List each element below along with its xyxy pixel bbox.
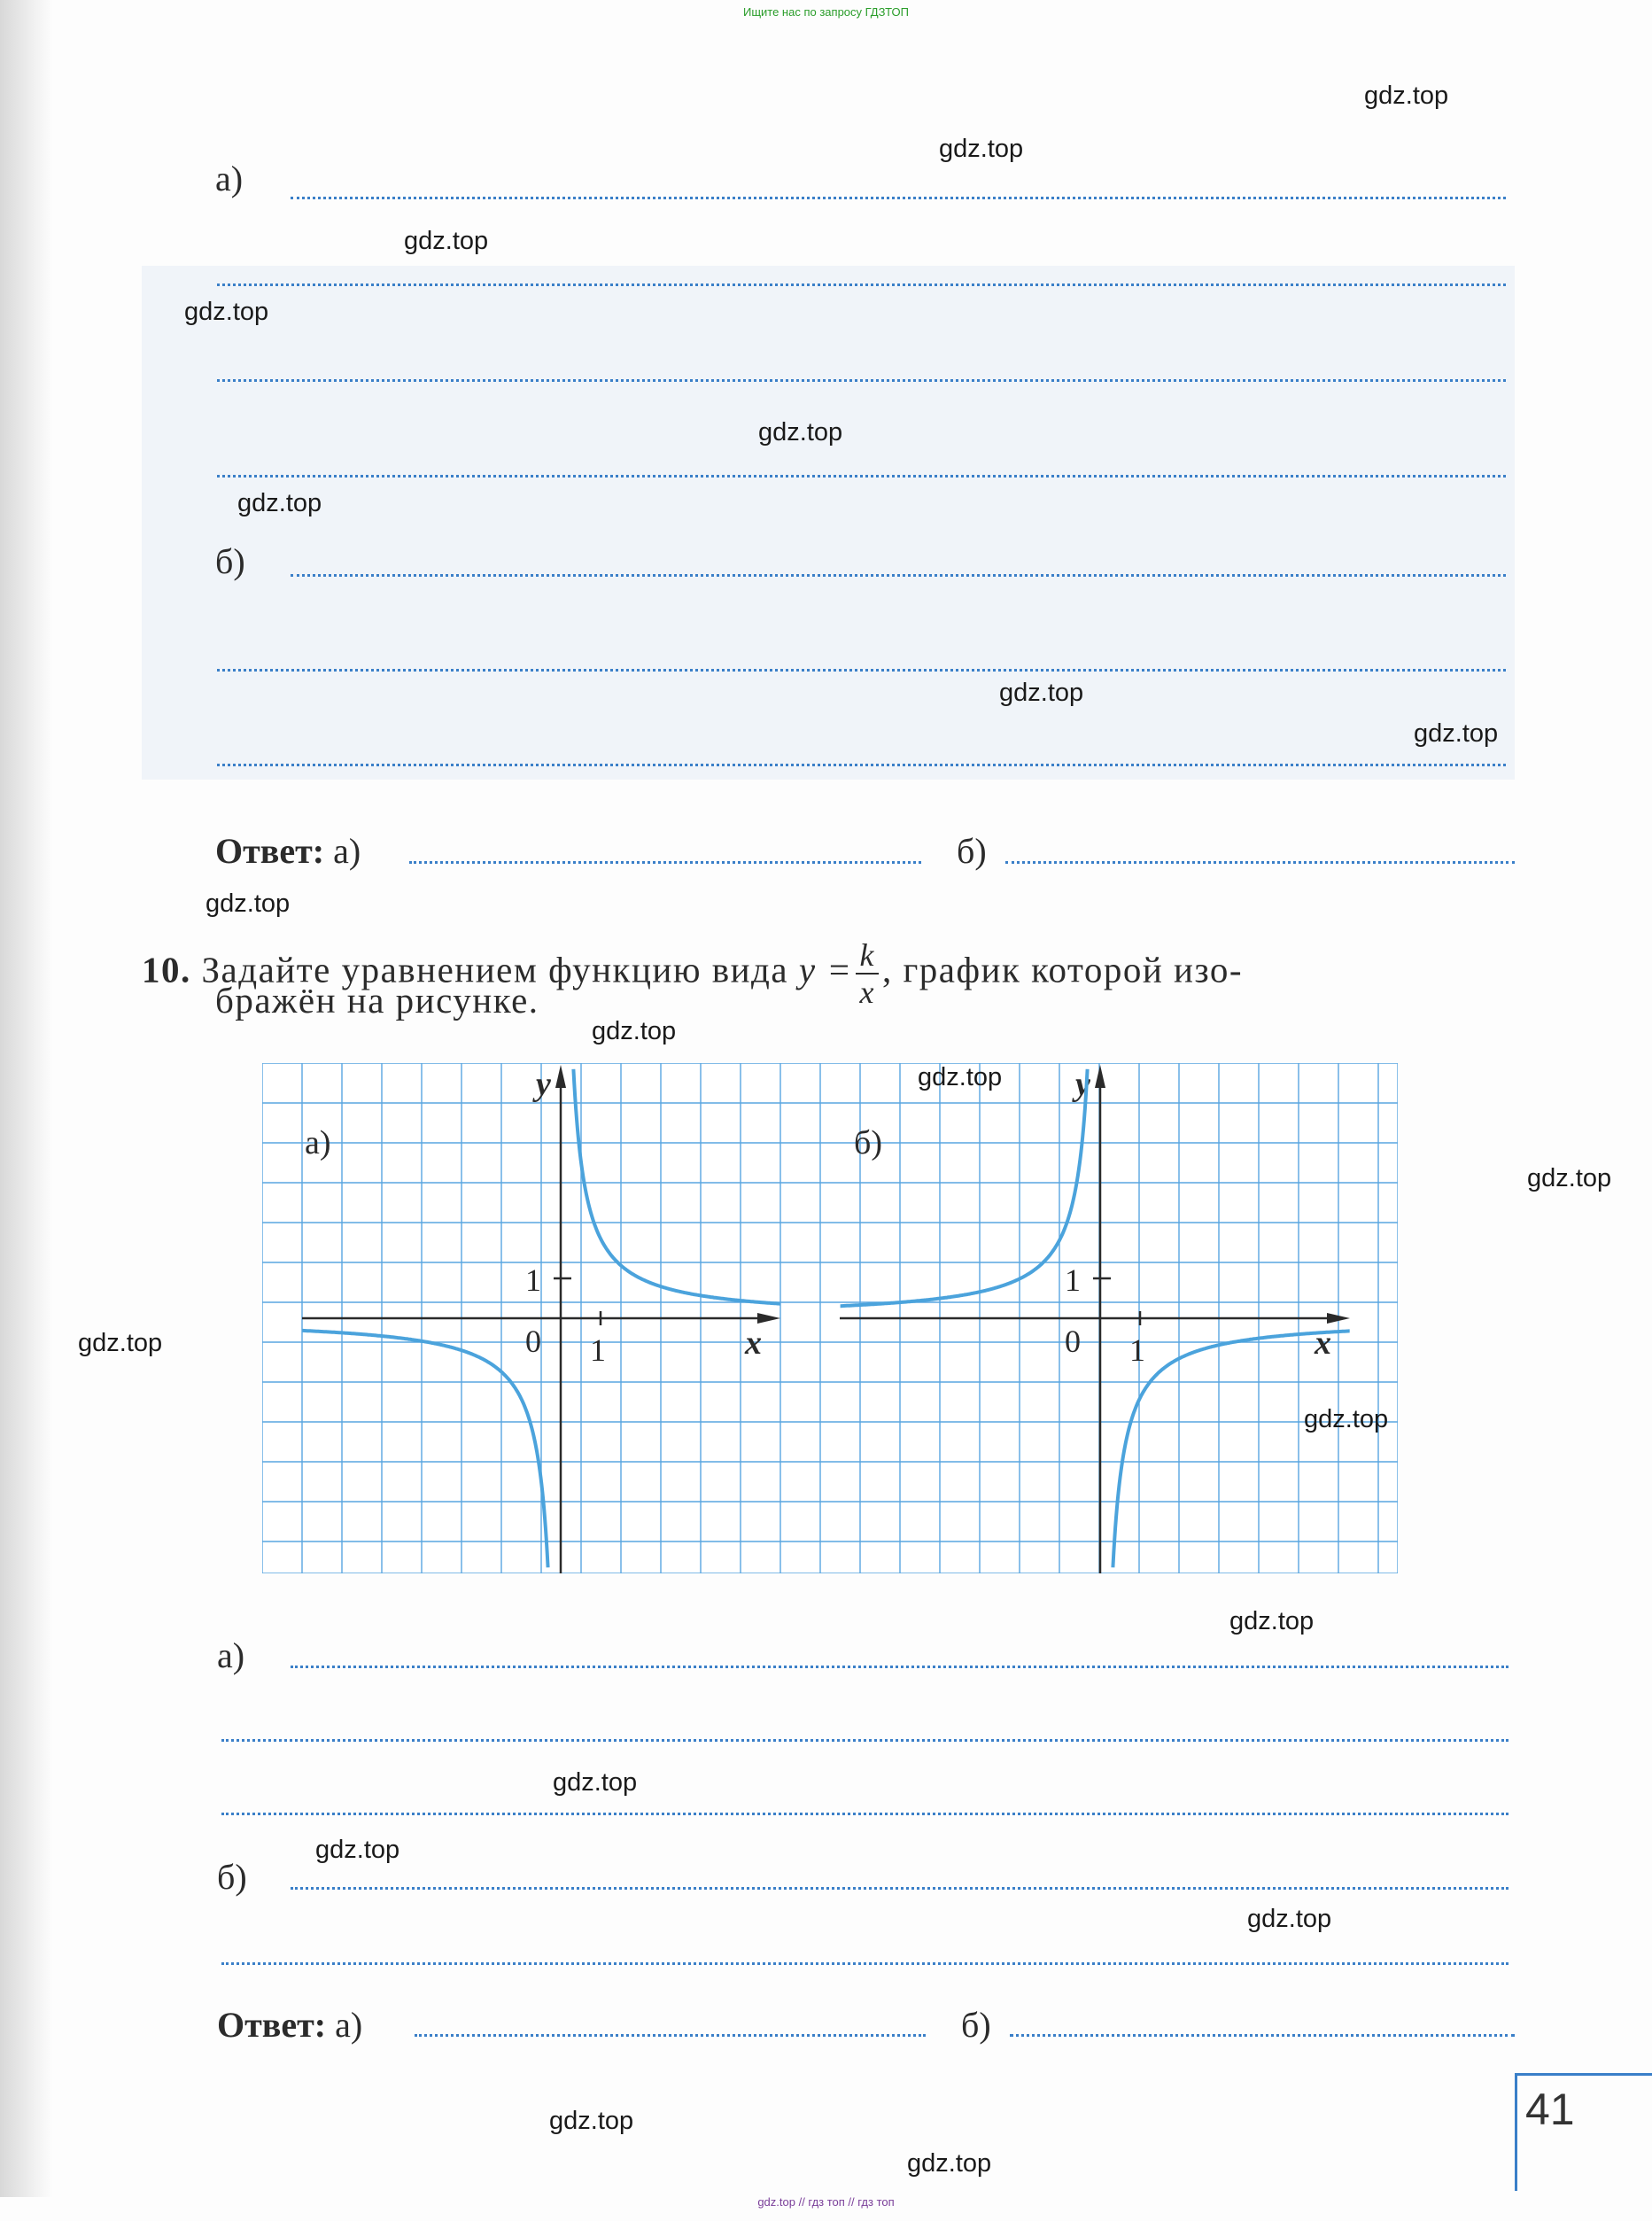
answer-line[interactable] [217,669,1506,672]
header-note: Ищите нас по запросу ГДЗТОП [742,5,909,19]
prev-answer [215,830,361,872]
answer-b-label: б) [957,831,987,871]
page-number: 41 [1525,2085,1575,2134]
watermark: gdz.top [1304,1405,1389,1433]
panel-b-x-unit-label: 1 [1129,1332,1145,1368]
answer-a-line[interactable] [415,2034,926,2037]
formula-fraction [856,937,878,1010]
answer-b-label: б) [961,2005,991,2045]
answer-line[interactable] [291,1887,1509,1890]
panel-b-x-axis-label: x [1315,1324,1331,1362]
watermark: gdz.top [184,298,269,326]
watermark: gdz.top [999,679,1084,707]
panel-b-y-unit-label: 1 [1065,1262,1081,1298]
task-10-line-2: бражён на рисунке. [215,980,539,1021]
answer-line[interactable] [217,283,1506,286]
task-number: 10. [142,949,191,990]
watermark: gdz.top [1364,82,1449,110]
answer-label: Ответ: [215,831,325,871]
watermark: gdz.top [939,135,1024,163]
watermark: gdz.top [918,1063,1003,1091]
answer-b-line[interactable] [1010,2034,1515,2037]
answer-line[interactable] [221,1962,1509,1965]
answer-line[interactable] [291,574,1506,577]
page-edge-shadow [0,0,53,2197]
task-text: Задайте уравнением функцию вида [201,949,789,990]
panel-b-origin-label: 0 [1065,1324,1081,1359]
answer-line[interactable] [221,1813,1509,1815]
answer-line[interactable] [217,379,1506,382]
footer-note: gdz.top // гдз топ // гдз топ [757,2195,895,2209]
watermark: gdz.top [206,889,291,918]
answer-a-label: а) [333,831,361,871]
panel-b-label: б) [854,1124,882,1161]
panel-a-x-unit-label: 1 [590,1332,606,1368]
task-text-continued: , график которой изо- [881,949,1244,990]
watermark: gdz.top [1229,1607,1315,1635]
watermark: gdz.top [1527,1164,1612,1192]
watermark: gdz.top [315,1836,400,1864]
watermark: gdz.top [1414,719,1499,748]
answer-label: Ответ: [217,2005,327,2045]
fraction-numerator: k [856,937,878,975]
prev-label-a: а) [215,159,244,198]
watermark: gdz.top [237,489,322,517]
watermark: gdz.top [592,1017,677,1045]
watermark: gdz.top [907,2149,992,2178]
task10-answer [217,2004,362,2046]
watermark: gdz.top [78,1329,163,1357]
bleed-through-region [142,266,1515,780]
answer-line[interactable] [221,1739,1509,1742]
panel-b-y-axis-label: y [1075,1066,1090,1103]
watermark: gdz.top [404,227,489,255]
watermark: gdz.top [1247,1905,1332,1933]
prev-label-b: б) [215,541,245,581]
panel-a-x-axis-label: x [745,1324,762,1362]
answer-a-line[interactable] [409,861,921,864]
watermark: gdz.top [549,2107,634,2135]
panel-a-origin-label: 0 [525,1324,541,1359]
formula-lhs: y = [798,949,853,990]
panel-a-label: а) [305,1124,331,1161]
answer-a-label: а) [335,2005,363,2045]
answer-line[interactable] [217,475,1506,478]
answer-b-line[interactable] [1005,861,1515,864]
answer-line[interactable] [291,1666,1509,1668]
fraction-denominator: x [859,975,875,1010]
task10-label-b: б) [217,1857,247,1897]
answer-line[interactable] [291,197,1506,199]
watermark: gdz.top [553,1768,638,1797]
panel-a-y-axis-label: y [536,1066,551,1103]
task10-label-a: а) [217,1635,245,1675]
hyperbola-graph-figure [262,1063,1398,1573]
answer-line[interactable] [217,764,1506,766]
watermark: gdz.top [758,418,843,447]
panel-a-y-unit-label: 1 [525,1262,541,1298]
